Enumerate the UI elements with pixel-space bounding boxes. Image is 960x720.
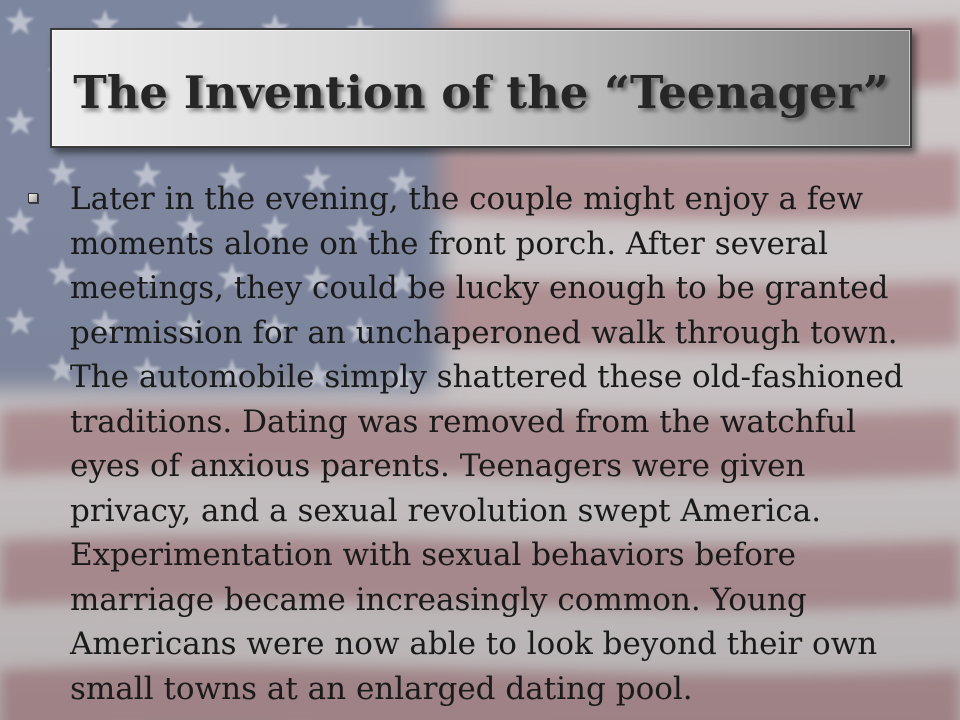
bullet-text xyxy=(70,177,904,711)
bullet-text-line: marriage became increasingly common. Young xyxy=(70,581,807,618)
bullet-text-line: small towns at an enlarged dating pool. xyxy=(70,670,693,707)
bullet-text-line: moments alone on the front porch. After several xyxy=(70,225,829,262)
bullet-text-line: permission for an unchaperoned walk through town. xyxy=(70,314,898,351)
slide-title: The Invention of the “Teenager” xyxy=(73,65,889,119)
bullet-text-line: Americans were now able to look beyond their own xyxy=(70,626,878,662)
title-box xyxy=(50,28,912,148)
bullet-text-line: Experimentation with sexual behaviors before xyxy=(70,537,797,573)
bullet-text-line: The automobile simply shattered these old-fashioned xyxy=(70,359,904,395)
bullet-point xyxy=(28,177,938,711)
square-bullet-icon xyxy=(28,193,38,203)
bullet-text-line: eyes of anxious parents. Teenagers were given xyxy=(70,448,806,484)
bullet-text-line: traditions. Dating was removed from the watchful xyxy=(70,403,857,440)
bullet-text-line: Later in the evening, the couple might enjoy a few xyxy=(70,181,864,217)
bullet-text-line: privacy, and a sexual revolution swept America. xyxy=(70,492,822,529)
bullet-text-line: meetings, they could be lucky enough to be granted xyxy=(70,270,889,306)
